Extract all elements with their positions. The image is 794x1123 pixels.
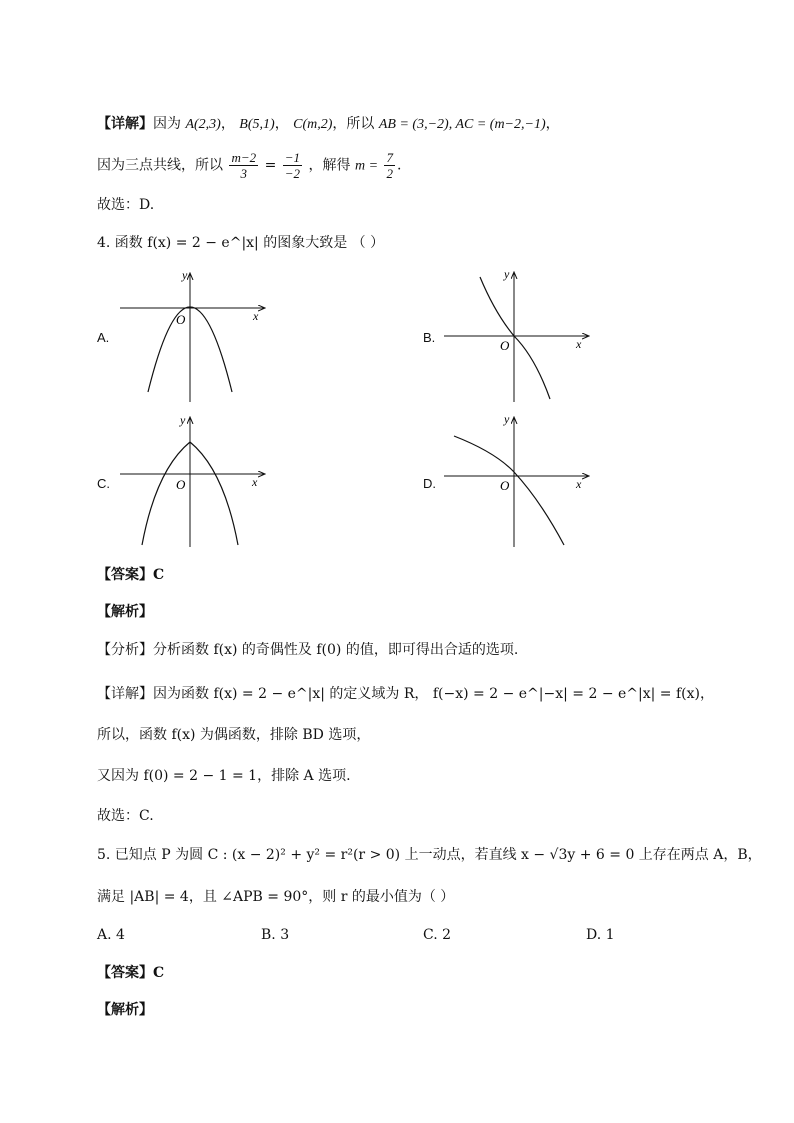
numerator: 7 — [386, 150, 393, 165]
origin-label: O — [176, 312, 186, 327]
q5-stem-2: 满足 |AB| = 4，且 ∠APB = 90°，则 r 的最小值为（ ） — [97, 889, 455, 905]
q3-choice: 故选：D. — [97, 197, 155, 213]
y-label: y — [182, 268, 188, 282]
graph-option-c — [116, 410, 276, 550]
origin-label: O — [500, 338, 510, 353]
separator: ， — [220, 116, 235, 132]
q4-detail-3: 又因为 f(0) = 2 − 1 = 1，排除 A 选项. — [97, 768, 351, 784]
graph-option-d — [440, 410, 600, 550]
x-label: x — [576, 337, 582, 351]
graph-option-a — [116, 262, 276, 407]
y-label: y — [504, 267, 510, 281]
q3-collinear-line — [97, 150, 401, 181]
q4-detail-2: 所以，函数 f(x) 为偶函数，排除 BD 选项， — [97, 727, 371, 743]
point-c: C(m,2) — [293, 117, 333, 132]
q3-text: 因为 — [153, 116, 181, 132]
q5-analysis-heading: 【解析】 — [97, 1002, 153, 1018]
q5-option-c: C. 2 — [423, 927, 452, 943]
q3-text: ，解得 — [308, 157, 351, 174]
q4-analysis: 【分析】分析函数 f(x) 的奇偶性及 f(0) 的值，即可得出合适的选项. — [97, 642, 519, 658]
origin-label: O — [176, 477, 186, 492]
curve — [480, 277, 550, 399]
fraction — [283, 150, 302, 181]
x-label: x — [576, 477, 582, 491]
q4-analysis-heading: 【解析】 — [97, 604, 153, 620]
q3-detail-line — [97, 114, 560, 135]
numerator: m−2 — [231, 150, 257, 165]
period: . — [396, 157, 402, 174]
q4-detail-1: 【详解】因为函数 f(x) = 2 − e^|x| 的定义域为 R， f(−x) = 2 − e^|−x| = 2 − e^|x| = f(x)， — [97, 686, 714, 702]
fraction — [229, 150, 258, 181]
numerator: −1 — [284, 150, 301, 165]
q4-stem: 4. 函数 f(x) = 2 − e^|x| 的图象大致是 （ ） — [97, 235, 385, 251]
origin-label: O — [500, 478, 510, 493]
q4-choice: 故选：C. — [97, 808, 154, 824]
q5-stem-1: 5. 已知点 P 为圆 C : (x − 2)² + y² = r²(r > 0) 上一动点，若直线 x − √3y + 6 = 0 上存在两点 A，B， — [97, 847, 762, 863]
x-label: x — [253, 309, 259, 323]
separator: ， — [545, 116, 560, 132]
detail-tag: 【详解】 — [97, 116, 153, 132]
point-b: B(5,1) — [239, 117, 275, 132]
curve-left — [142, 442, 190, 545]
q5-option-a: A. 4 — [97, 927, 125, 943]
curve-right — [190, 442, 238, 545]
separator: ， — [274, 116, 289, 132]
point-a: A(2,3) — [185, 117, 221, 132]
q3-text: 因为三点共线，所以 — [97, 157, 223, 174]
fraction — [384, 150, 395, 181]
q5-option-b: B. 3 — [261, 927, 290, 943]
y-label: y — [504, 412, 510, 426]
x-label: x — [252, 475, 258, 489]
option-c-label: C. — [97, 476, 110, 491]
denominator: −2 — [284, 166, 301, 181]
equals: = — [264, 157, 277, 174]
denominator: 2 — [386, 166, 393, 181]
q3-text: ，所以 — [332, 116, 375, 132]
q5-answer: 【答案】C — [97, 965, 165, 981]
option-a-label: A. — [97, 330, 110, 345]
q4-answer: 【答案】C — [97, 567, 165, 583]
option-b-label: B. — [423, 330, 436, 345]
y-label: y — [180, 413, 186, 427]
denominator: 3 — [240, 166, 248, 181]
vector-expression: AB = (3,−2), AC = (m−2,−1) — [378, 117, 546, 132]
m-equals: m = — [354, 158, 379, 174]
option-d-label: D. — [423, 476, 436, 491]
q5-option-d: D. 1 — [586, 927, 615, 943]
graph-option-b — [440, 265, 600, 405]
